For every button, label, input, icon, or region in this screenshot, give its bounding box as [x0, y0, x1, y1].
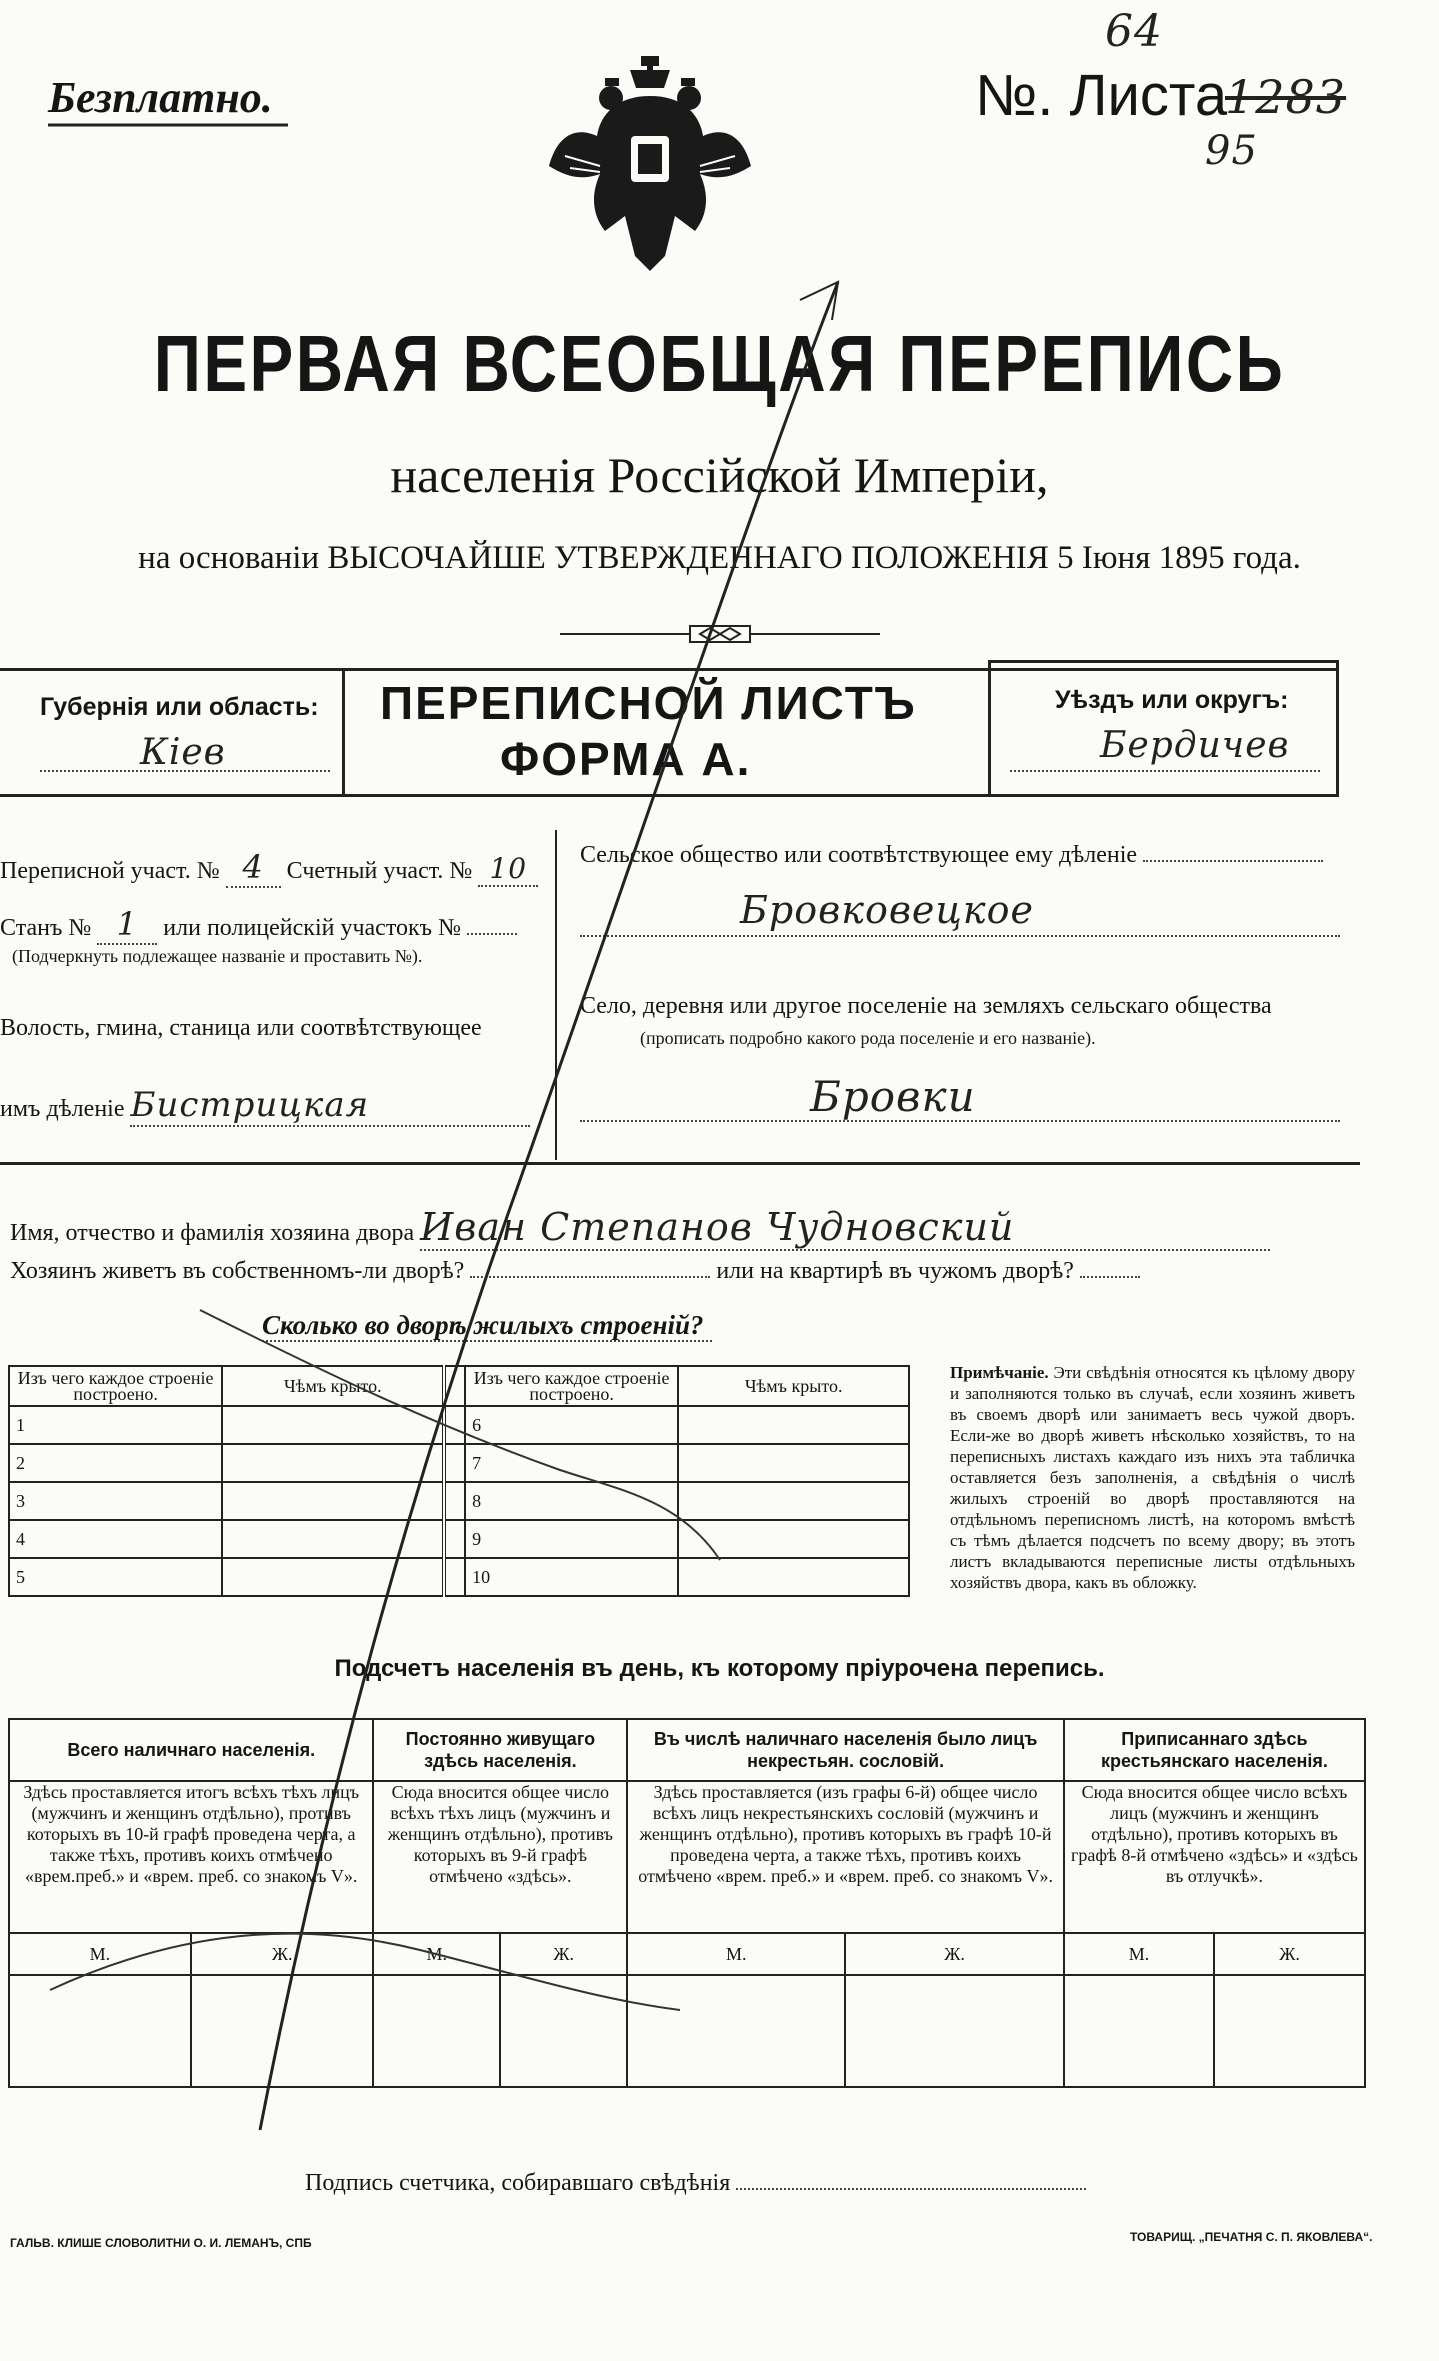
building-row-9[interactable]: 9 [465, 1520, 678, 1558]
pop-col1-male: М. [9, 1933, 191, 1975]
sheet-number-hw-1: 64 [1105, 6, 1163, 57]
building-row-6[interactable]: 6 [465, 1406, 678, 1444]
district-label: Уѣздъ или округъ: [1055, 686, 1289, 714]
pop-col2-head: Постоянно живущаго здѣсь населенія. [373, 1719, 627, 1781]
province-label: Губернія или область: [40, 693, 319, 721]
census-section-value[interactable]: 4 [226, 848, 281, 888]
buildings-question: Сколько во дворѣ жилыхъ строеній? [262, 1310, 704, 1340]
building-row-2[interactable]: 2 [9, 1444, 222, 1482]
district-value[interactable]: Бердичев [1100, 725, 1290, 766]
pop-col4-desc: Сюда вносится общее число всѣхъ лицъ (мужчинъ и женщинъ отдѣльно), противъ которыхъ въ графѣ 8-й отмѣчено «здѣсь» и «здѣсь въ отлучкѣ». [1064, 1781, 1365, 1933]
pop-col4-female: Ж. [1214, 1933, 1365, 1975]
note-text: Эти свѣдѣнія относятся къ цѣлому двору и заполняются только въ случаѣ, если хозяинъ живетъ въ своемъ дворѣ или занимаетъ весь чужой дворъ. Если-же во дворѣ живетъ нѣсколько хозяйствъ, то на переписныхъ листахъ каждаго изъ нихъ эта табличка оставляется безъ заполненія, а свѣдѣнія о числѣ жилыхъ строеній во дворѣ проставляются на отдѣльномъ переписномъ листѣ, на которомъ вмѣстѣ съ тѣмъ дѣлается подсчетъ по всему двору; въ этотъ листъ вкладываются переписные листы отдѣльныхъ хозяйствъ двора, какъ въ обложку. [950, 1363, 1356, 1592]
sheet-label-text: №. Листа [975, 63, 1228, 128]
col-material-right: Изъ чего каждое строеніе построено. [465, 1366, 678, 1406]
society-label: Сельское общество или соотвѣтствующее ему дѣленіе [580, 842, 1138, 868]
volost-label-2: имъ дѣленіе [0, 1096, 125, 1122]
volost-label-1: Волость, гмина, станица или соотвѣтствующее [0, 1015, 482, 1041]
col-material-left: Изъ чего каждое строеніе построено. [9, 1366, 222, 1406]
pop-col1-female: Ж. [191, 1933, 374, 1975]
stan-label: Станъ № [0, 915, 92, 941]
sheet-number-hw-2: 1283 [1225, 70, 1347, 124]
own-yard-label: Хозяинъ живетъ въ собственномъ-ли дворѣ? [10, 1258, 465, 1284]
building-row-5[interactable]: 5 [9, 1558, 222, 1596]
signature-label: Подпись счетчика, собиравшаго свѣдѣнія [305, 2170, 731, 2196]
owner-name-label: Имя, отчество и фамилія хозяина двора [10, 1220, 415, 1246]
col-roof-right: Чѣмъ крыто. [678, 1366, 909, 1406]
footer-right: ТОВАРИЩ. „ПЕЧАТНЯ С. П. ЯКОВЛЕВА“. [1130, 2230, 1373, 2244]
footer-left: ГАЛЬВ. КЛИШЕ СЛОВОЛИТНИ О. И. ЛЕМАНЪ, СПБ [10, 2236, 312, 2250]
population-title: Подсчетъ населенія въ день, къ которому пріурочена перепись. [334, 1655, 1105, 1682]
province-value[interactable]: Кіев [140, 732, 226, 773]
rented-label: или на квартирѣ въ чужомъ дворѣ? [716, 1258, 1074, 1284]
pop-col3-head: Въ числѣ наличнаго населенія было лицъ некрестьян. сословій. [627, 1719, 1064, 1781]
pop-col4-male: М. [1064, 1933, 1214, 1975]
underline-note: (Подчеркнуть подлежащее названіе и проставить №). [12, 946, 423, 966]
building-row-7[interactable]: 7 [465, 1444, 678, 1482]
page-title: ПЕРВАЯ ВСЕОБЩАЯ ПЕРЕПИСЬ [153, 319, 1286, 408]
form-name: ФОРМА А. [500, 733, 752, 785]
owner-name-value[interactable]: Иван Степанов Чудновский [420, 1205, 1270, 1251]
note-title: Примѣчаніе. [950, 1363, 1049, 1382]
pop-col4-head: Приписаннаго здѣсь крестьянскаго населенія. [1064, 1719, 1365, 1781]
building-row-10[interactable]: 10 [465, 1558, 678, 1596]
village-note: (прописать подробно какого рода поселеніе и его названіе). [640, 1028, 1096, 1048]
count-section-label: Счетный участ. № [286, 858, 473, 884]
building-row-1[interactable]: 1 [9, 1406, 222, 1444]
page-subtitle: населенія Россійской Имперіи, [390, 447, 1049, 503]
pop-col2-female: Ж. [500, 1933, 627, 1975]
stan-value[interactable]: 1 [97, 905, 157, 945]
volost-value[interactable]: Бистрицкая [130, 1085, 530, 1127]
form-title: ПЕРЕПИСНОЙ ЛИСТЪ [380, 677, 917, 729]
count-section-value[interactable]: 10 [478, 852, 538, 887]
free-label: Безплатно. [48, 73, 273, 122]
pop-col3-female: Ж. [845, 1933, 1064, 1975]
pop-col1-desc: Здѣсь проставляется итогъ всѣхъ тѣхъ лицъ (мужчинъ и женщинъ отдѣльно), противъ которыхъ въ 10-й графѣ проведена черта, а также тѣхъ, противъ коихъ отмѣчено «врем.преб.» и «врем. преб. со знакомъ V». [9, 1781, 373, 1933]
pop-col3-desc: Здѣсь проставляется (изъ графы 6-й) общее число всѣхъ лицъ некрестьянскихъ сословій (мужчинъ и женщинъ отдѣльно), противъ которыхъ въ графѣ 10-й проведена черта, а также тѣхъ, противъ коихъ отмѣчено «врем. преб.» и «врем. преб. со знакомъ V». [627, 1781, 1064, 1933]
pop-col2-desc: Сюда вносится общее число всѣхъ тѣхъ лицъ (мужчинъ и женщинъ отдѣльно), противъ которыхъ въ 9-й графѣ отмѣчено «здѣсь». [373, 1781, 627, 1933]
pop-col1-head: Всего наличнаго населенія. [9, 1719, 373, 1781]
building-row-4[interactable]: 4 [9, 1520, 222, 1558]
building-row-3[interactable]: 3 [9, 1482, 222, 1520]
pop-col2-male: М. [373, 1933, 500, 1975]
pop-col3-male: М. [627, 1933, 845, 1975]
society-value[interactable]: Бровковецкое [740, 888, 1034, 932]
village-value[interactable]: Бровки [810, 1072, 976, 1121]
sheet-number-hw-3: 95 [1205, 128, 1258, 174]
police-label: или полицейскій участокъ № [163, 915, 461, 941]
building-row-8[interactable]: 8 [465, 1482, 678, 1520]
census-section-label: Переписной участ. № [0, 858, 220, 884]
village-label: Село, деревня или другое поселеніе на земляхъ сельскаго общества [580, 993, 1272, 1019]
legal-basis: на основаніи ВЫСОЧАЙШЕ УТВЕРЖДЕННАГО ПОЛОЖЕНІЯ 5 Іюня 1895 года. [138, 540, 1301, 576]
col-roof-left: Чѣмъ крыто. [222, 1366, 444, 1406]
